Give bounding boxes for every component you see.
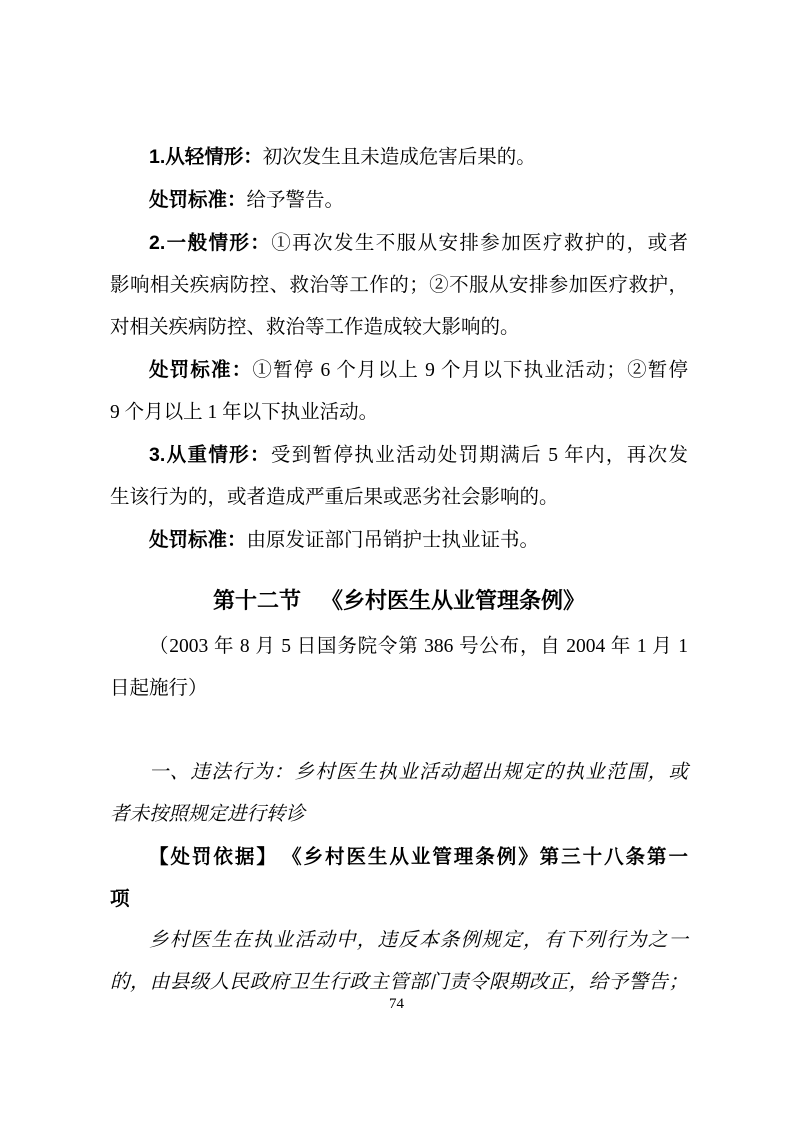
lead-label: 处罚标准： bbox=[149, 189, 247, 211]
line-text: 受到暂停执业活动处罚期满后 5 年内，再次发 bbox=[270, 445, 688, 466]
text-line-violation-cont bbox=[110, 794, 688, 836]
text-line-law-quote bbox=[110, 920, 688, 962]
line-text: 项 bbox=[110, 888, 130, 910]
text-line-general-case bbox=[110, 222, 688, 265]
line-text: （2003 年 8 月 5 日国务院令第 386 号公布，自 2004 年 1 月 1 bbox=[149, 636, 688, 657]
text-line-penalty-standard-2-cont bbox=[110, 392, 688, 434]
text-line-general-case-cont bbox=[110, 265, 688, 307]
text-line-promulgation-cont bbox=[110, 668, 688, 710]
text-line-aggravated-case-cont bbox=[110, 477, 688, 519]
basis-text: 《乡村医生从业管理条例》第三十八条第一 bbox=[291, 846, 688, 868]
lead-label: 处罚标准： bbox=[149, 359, 253, 381]
text-line-penalty-basis-cont bbox=[110, 878, 688, 920]
text-line-aggravated-case bbox=[110, 434, 688, 477]
line-text: 日起施行） bbox=[110, 678, 208, 699]
page-number: 74 bbox=[389, 996, 404, 1012]
lead-label: 处罚标准： bbox=[149, 529, 247, 551]
violation-block bbox=[110, 752, 688, 1004]
line-text: 乡村医生在执业活动中，违反本条例规定，有下列行为之一 bbox=[149, 930, 688, 951]
line-text: 生该行为的，或者造成严重后果或恶劣社会影响的。 bbox=[110, 487, 559, 508]
line-text: 初次发生且未造成危害后果的。 bbox=[262, 147, 536, 168]
line-text: ①再次发生不服从安排参加医疗救护的，或者 bbox=[271, 233, 688, 254]
text-line-general-case-end bbox=[110, 307, 688, 349]
text-line-promulgation bbox=[110, 626, 688, 668]
line-text: 给予警告。 bbox=[246, 190, 345, 211]
text-line-violation bbox=[110, 752, 688, 794]
line-text: 9 个月以上 1 年以下执业活动。 bbox=[110, 402, 379, 423]
text-line-penalty-standard-3 bbox=[110, 519, 688, 562]
promulgation-note bbox=[110, 626, 688, 710]
line-text: 一、违法行为：乡村医生执业活动超出规定的执业范围，或 bbox=[149, 762, 688, 783]
lead-label: 3.从重情形： bbox=[149, 444, 271, 466]
line-text: ①暂停 6 个月以上 9 个月以下执业活动；②暂停 bbox=[252, 360, 688, 381]
section-heading bbox=[110, 580, 688, 622]
text-line-penalty-basis bbox=[110, 836, 688, 878]
line-text: 由原发证部门吊销护士执业证书。 bbox=[246, 530, 540, 551]
text-line-penalty-standard-2 bbox=[110, 349, 688, 392]
section-number: 第十二节 bbox=[212, 588, 301, 613]
section-title: 《乡村医生从业管理条例》 bbox=[321, 588, 586, 613]
page-content bbox=[110, 136, 688, 1004]
line-text: 对相关疾病防控、救治等工作造成较大影响的。 bbox=[110, 317, 520, 338]
basis-label: 【处罚依据】 bbox=[149, 846, 278, 868]
lead-label: 2.一般情形： bbox=[149, 232, 272, 254]
line-text: 影响相关疾病防控、救治等工作的；②不服从安排参加医疗救护， bbox=[110, 275, 688, 296]
lead-label: 1.从轻情形： bbox=[149, 146, 263, 168]
text-line-penalty-standard-1 bbox=[110, 179, 688, 222]
line-text: 的，由县级人民政府卫生行政主管部门责令限期改正，给予警告； bbox=[110, 972, 688, 993]
line-text: 者未按照规定进行转诊 bbox=[110, 804, 306, 825]
text-line-lenient-case bbox=[110, 136, 688, 179]
